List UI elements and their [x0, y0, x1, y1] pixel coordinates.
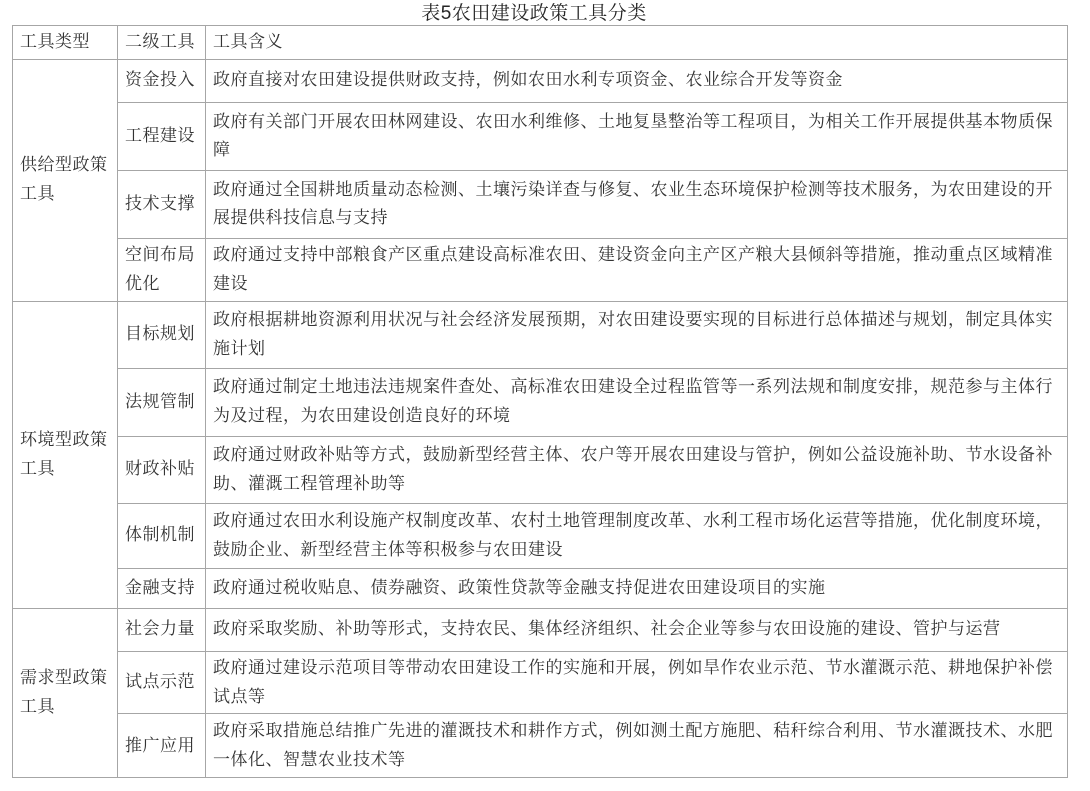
table-row [13, 714, 1068, 778]
secondary-tool-cell: 金融支持 [118, 568, 206, 608]
tool-meaning-cell: 政府根据耕地资源利用状况与社会经济发展预期，对农田建设要实现的目标进行总体描述与规划，制定具体实施计划 [206, 301, 1068, 368]
table-row [13, 301, 1068, 368]
policy-tools-table [12, 25, 1068, 778]
tool-meaning-cell: 政府通过支持中部粮食产区重点建设高标准农田、建设资金向主产区产粮大县倾斜等措施，推动重点区域精准建设 [206, 238, 1068, 301]
secondary-tool-cell: 法规管制 [118, 368, 206, 436]
secondary-tool-cell: 空间布局优化 [118, 238, 206, 301]
table-row [13, 102, 1068, 170]
secondary-tool-cell: 社会力量 [118, 608, 206, 651]
header-row [13, 26, 1068, 60]
table-title: 表5农田建设政策工具分类 [421, 3, 647, 24]
table-row [13, 436, 1068, 503]
tool-type-cell: 供给型政策工具 [13, 59, 118, 301]
tool-type-cell: 需求型政策工具 [13, 608, 118, 778]
column-header-secondary-tool: 二级工具 [118, 26, 206, 60]
secondary-tool-cell: 财政补贴 [118, 436, 206, 503]
secondary-tool-cell: 试点示范 [118, 651, 206, 714]
tool-meaning-cell: 政府通过财政补贴等方式，鼓励新型经营主体、农户等开展农田建设与管护，例如公益设施补助、节水设备补助、灌溉工程管理补助等 [206, 436, 1068, 503]
table-row [13, 608, 1068, 651]
column-header-tool-meaning: 工具含义 [206, 26, 1068, 60]
secondary-tool-cell: 技术支撑 [118, 170, 206, 238]
tool-meaning-cell: 政府直接对农田建设提供财政支持，例如农田水利专项资金、农业综合开发等资金 [206, 59, 1068, 102]
tool-meaning-cell: 政府通过全国耕地质量动态检测、土壤污染详查与修复、农业生态环境保护检测等技术服务，为农田建设的开展提供科技信息与支持 [206, 170, 1068, 238]
tool-meaning-cell: 政府通过农田水利设施产权制度改革、农村土地管理制度改革、水利工程市场化运营等措施，优化制度环境，鼓励企业、新型经营主体等积极参与农田建设 [206, 503, 1068, 568]
tool-meaning-cell: 政府通过建设示范项目等带动农田建设工作的实施和开展，例如旱作农业示范、节水灌溉示范、耕地保护补偿试点等 [206, 651, 1068, 714]
tool-type-cell: 环境型政策工具 [13, 301, 118, 608]
secondary-tool-cell: 工程建设 [118, 102, 206, 170]
table-row [13, 368, 1068, 436]
table-row [13, 238, 1068, 301]
tool-meaning-cell: 政府采取措施总结推广先进的灌溉技术和耕作方式，例如测土配方施肥、秸秆综合利用、节水灌溉技术、水肥一体化、智慧农业技术等 [206, 714, 1068, 778]
tool-meaning-cell: 政府通过税收贴息、债券融资、政策性贷款等金融支持促进农田建设项目的实施 [206, 568, 1068, 608]
table-row [13, 568, 1068, 608]
column-header-tool-type: 工具类型 [13, 26, 118, 60]
table-row [13, 170, 1068, 238]
tool-meaning-cell: 政府采取奖励、补助等形式，支持农民、集体经济组织、社会企业等参与农田设施的建设、管护与运营 [206, 608, 1068, 651]
tool-meaning-cell: 政府通过制定土地违法违规案件查处、高标准农田建设全过程监管等一系列法规和制度安排，规范参与主体行为及过程，为农田建设创造良好的环境 [206, 368, 1068, 436]
table-row [13, 651, 1068, 714]
tool-meaning-cell: 政府有关部门开展农田林网建设、农田水利维修、土地复垦整治等工程项目，为相关工作开展提供基本物质保障 [206, 102, 1068, 170]
table-row [13, 503, 1068, 568]
secondary-tool-cell: 目标规划 [118, 301, 206, 368]
table-row [13, 59, 1068, 102]
secondary-tool-cell: 体制机制 [118, 503, 206, 568]
secondary-tool-cell: 推广应用 [118, 714, 206, 778]
secondary-tool-cell: 资金投入 [118, 59, 206, 102]
